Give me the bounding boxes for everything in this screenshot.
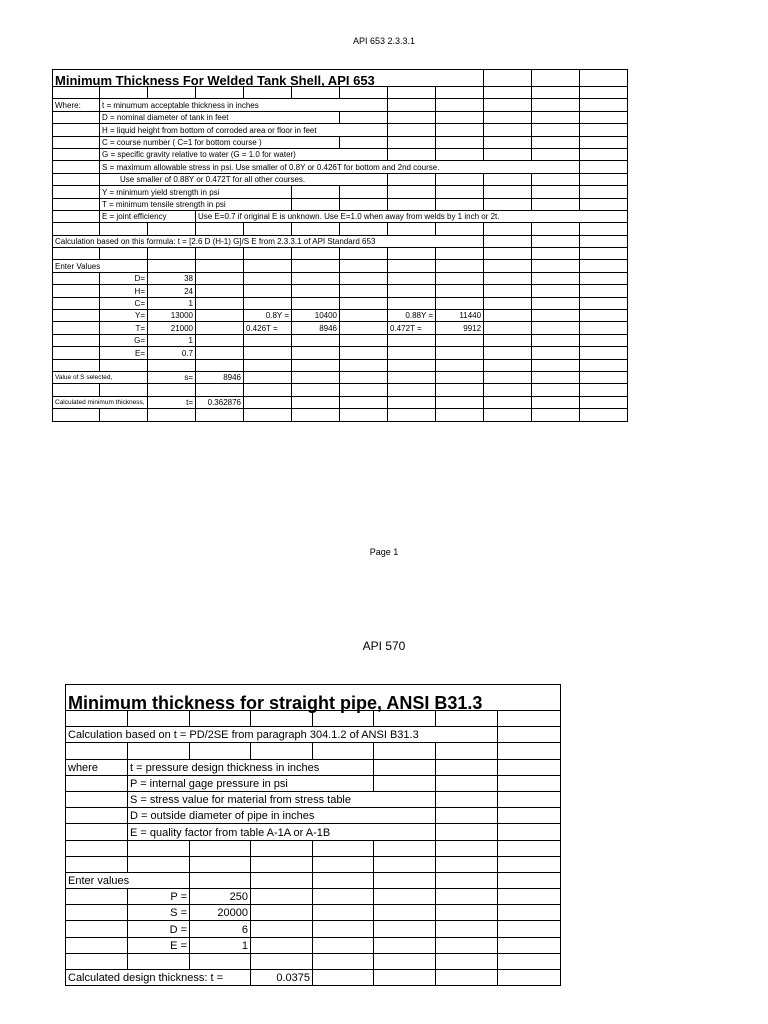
pipe-sheet-title: Minimum thickness for straight pipe, ANSI B31.3: [66, 685, 561, 711]
input-label-t: T=: [100, 322, 148, 334]
input-value-c[interactable]: 1: [148, 297, 196, 309]
pipe-definition-d: D = outside diameter of pipe in inches: [128, 808, 436, 824]
s-value: 8946: [196, 371, 244, 383]
page2-header: API 570: [362, 639, 406, 653]
pipe-result-label: Calculated design thickness: t =: [66, 970, 251, 986]
pipe-enter-values-label: Enter values: [66, 872, 190, 888]
calc-label-0426t: 0.426T =: [244, 322, 292, 334]
pipe-input-value-p[interactable]: 250: [190, 889, 251, 905]
input-value-t[interactable]: 21000: [148, 322, 196, 334]
calc-value-08y: 10400: [292, 310, 340, 322]
calc-value-0426t: 8946: [292, 322, 340, 334]
tank-shell-sheet: [52, 69, 628, 422]
pipe-definition-e: E = quality factor from table A-1A or A-1B: [128, 824, 436, 840]
pipe-input-label-s: S =: [128, 905, 190, 921]
definition-t: t = minumum acceptable thickness in inches: [100, 99, 340, 111]
where-label: Where:: [53, 99, 100, 111]
definition-d: D = nominal diameter of tank in feet: [100, 111, 340, 123]
input-value-d[interactable]: 38: [148, 272, 196, 284]
pipe-definition-p: P = internal gage pressure in psi: [128, 775, 374, 791]
input-value-h[interactable]: 24: [148, 285, 196, 297]
formula-text: Calculation based on this formula: t = [2.6 D (H-1) G]/S E from 2.3.3.1 of API Standard 653: [53, 235, 484, 247]
input-label-g: G=: [100, 334, 148, 346]
input-label-d: D=: [100, 272, 148, 284]
t-result-value: 0.362876: [196, 396, 244, 408]
definition-s-note: Use smaller of 0.88Y or 0.472T for all other courses.: [100, 173, 388, 185]
pipe-input-value-s[interactable]: 20000: [190, 905, 251, 921]
definition-tensile: T = minimum tensile strength in psi: [100, 198, 292, 210]
t-result-label: Calculated minimum thickness,: [53, 396, 148, 408]
pipe-input-value-d[interactable]: 6: [190, 921, 251, 937]
pipe-thickness-sheet: [65, 684, 561, 986]
page1-header: API 653 2.3.3.1: [352, 36, 416, 46]
enter-values-label: Enter Values: [53, 260, 148, 272]
input-label-y: Y=: [100, 310, 148, 322]
pipe-result-value: 0.0375: [251, 970, 313, 986]
sheet-title: Minimum Thickness For Welded Tank Shell, API 653: [53, 70, 436, 87]
input-label-h: H=: [100, 285, 148, 297]
calc-value-088y: 11440: [436, 310, 484, 322]
pipe-input-value-e[interactable]: 1: [190, 937, 251, 953]
pipe-where-label: where: [66, 759, 128, 775]
pipe-input-label-d: D =: [128, 921, 190, 937]
pipe-definition-t: t = pressure design thickness in inches: [128, 759, 374, 775]
definition-y: Y = minimum yield strength in psi: [100, 186, 292, 198]
t-symbol: t=: [148, 396, 196, 408]
pipe-definition-s: S = stress value for material from stress table: [128, 791, 436, 807]
calc-label-08y: 0.8Y =: [244, 310, 292, 322]
input-value-e[interactable]: 0.7: [148, 347, 196, 359]
definition-s: S = maximum allowable stress in psi. Use smaller of 0.8Y or 0.426T for bottom and 2nd course.: [100, 161, 580, 173]
definition-e-note: Use E=0.7 if original E is unknown. Use E=1.0 when away from welds by 1 inch or 2t.: [196, 210, 628, 222]
calc-value-0472t: 9912: [436, 322, 484, 334]
page-footer: Page 1: [369, 547, 399, 557]
input-value-y[interactable]: 13000: [148, 310, 196, 322]
pipe-formula-text: Calculation based on t = PD/2SE from paragraph 304.1.2 of ANSI B31.3: [66, 727, 498, 743]
s-symbol: s=: [148, 371, 196, 383]
pipe-input-label-p: P =: [128, 889, 190, 905]
definition-c: C = course number ( C=1 for bottom course ): [100, 136, 340, 148]
s-selected-label: Value of S selected,: [53, 371, 148, 383]
input-value-g[interactable]: 1: [148, 334, 196, 346]
definition-h: H = liquid height from bottom of corroded area or floor in feet: [100, 124, 388, 136]
calc-label-0472t: 0.472T =: [388, 322, 436, 334]
input-label-e: E=: [100, 347, 148, 359]
definition-e: E = joint efficiency: [100, 210, 196, 222]
pipe-input-label-e: E =: [128, 937, 190, 953]
input-label-c: C=: [100, 297, 148, 309]
calc-label-088y: 0.88Y =: [388, 310, 436, 322]
definition-g: G = specific gravity relative to water (G = 1.0 for water): [100, 148, 388, 160]
